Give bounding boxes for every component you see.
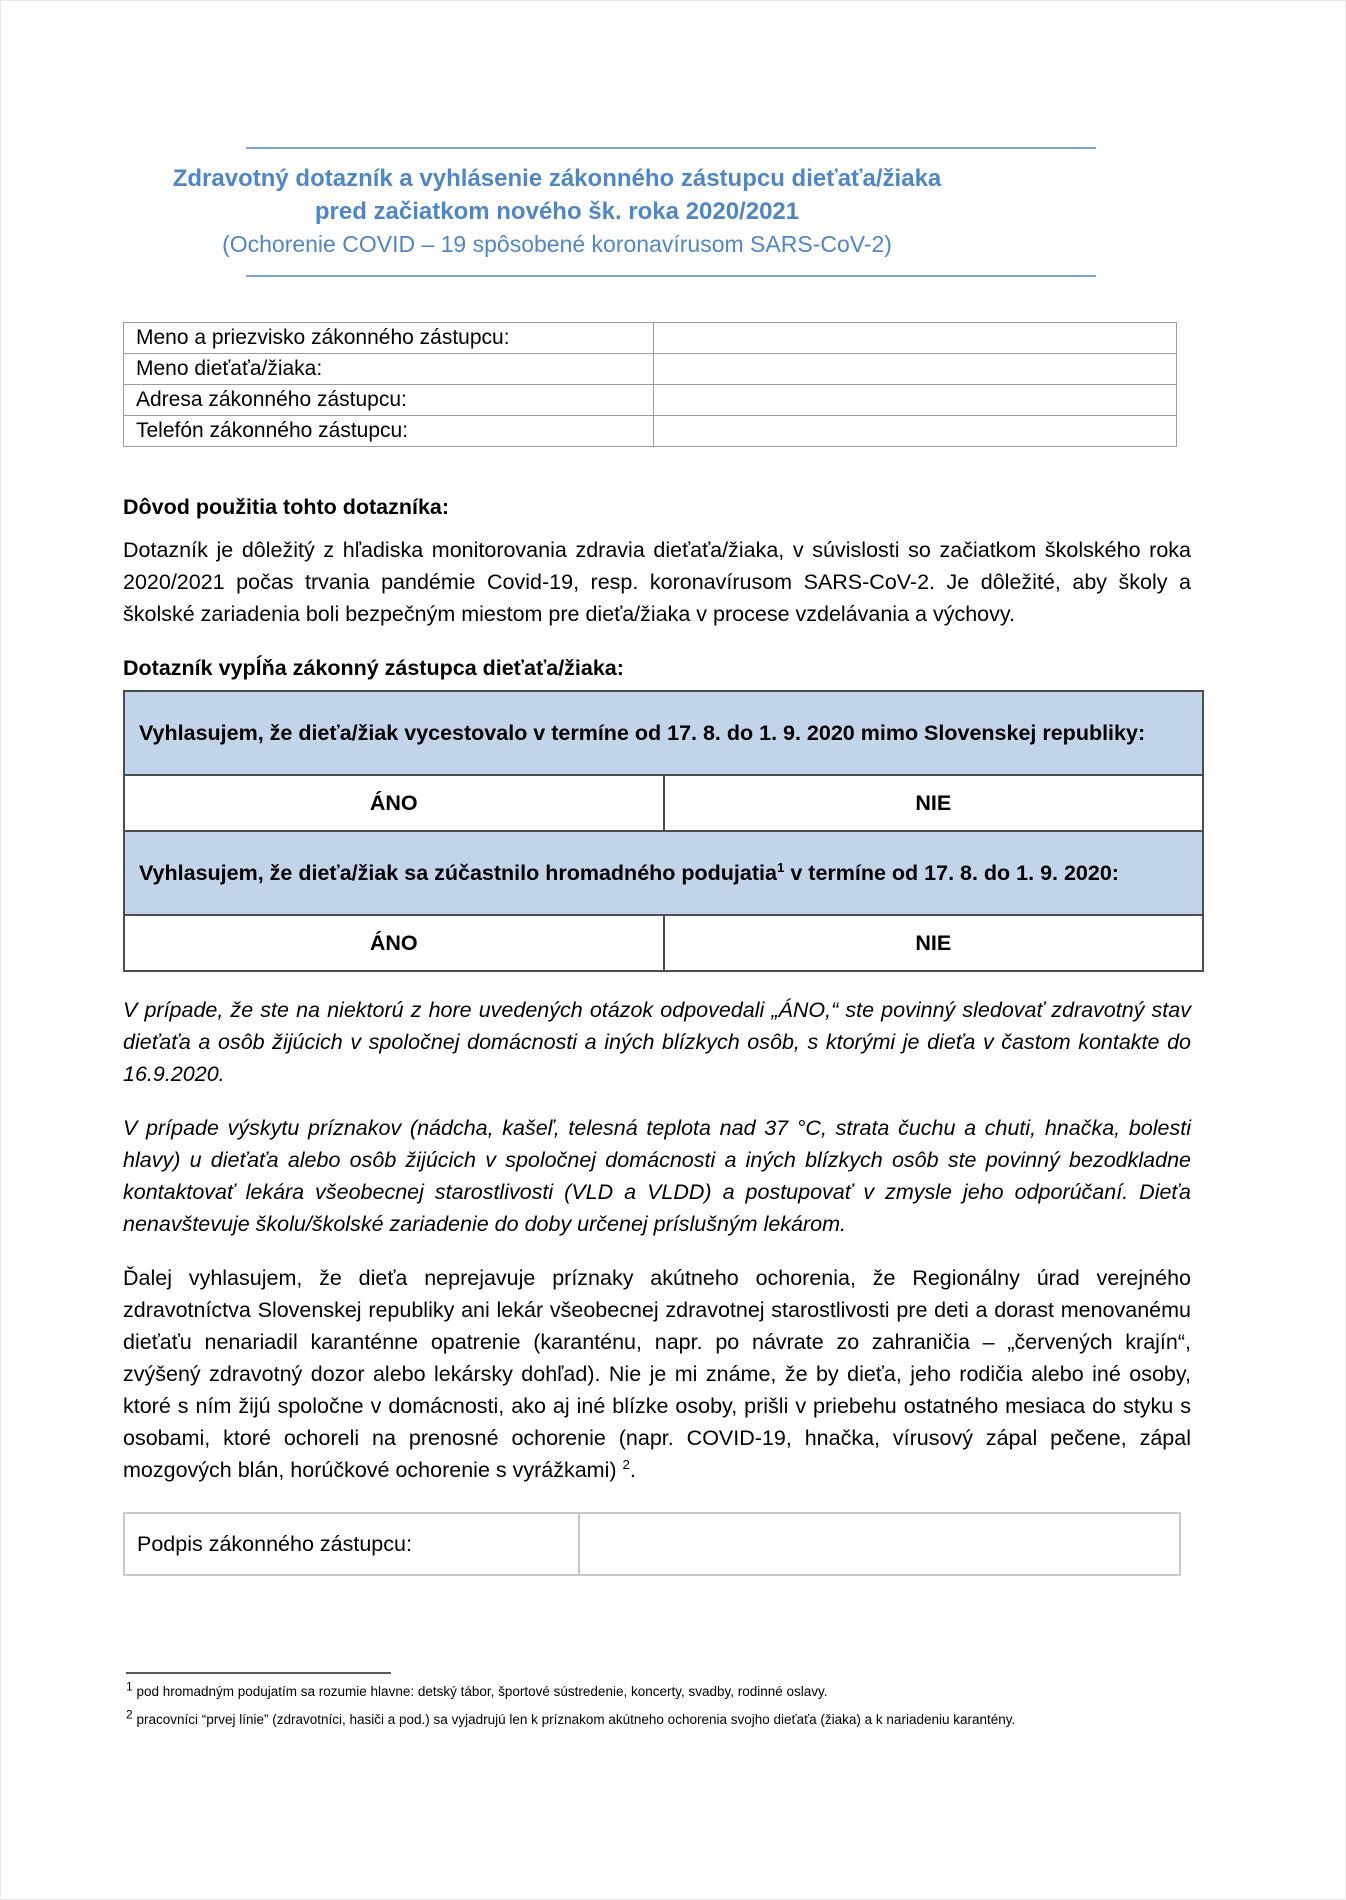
table-row xyxy=(124,323,1177,354)
table-row xyxy=(124,385,1177,416)
advisory-paragraph-2: V prípade výskytu príznakov (nádcha, kašeľ, telesná teplota nad 37 °C, strata čuchu a chuti, hnačka, bolesti hlavy) u dieťaťa alebo osôb žijúcich v spoločnej domácnosti a iných blízkych osôb ste povinný bezodkladne kontaktovať lekára všeobecnej starostlivosti (VLD a VLDD) a postupovať v zmysle jeho odporúčaní. Dieťa nenavštevuje školu/školské zariadenie do doby určenej príslušným lekárom. xyxy=(123,1116,1191,1236)
q2-answer-no[interactable]: NIE xyxy=(664,915,1204,971)
document-title-line1: Zdravotný dotazník a vyhlásenie zákonného zástupcu dieťaťa/žiaka xyxy=(172,165,942,192)
bottom-rule xyxy=(246,275,1096,277)
guardian-name-label: Meno a priezvisko zákonného zástupcu: xyxy=(124,323,654,354)
table-row xyxy=(124,915,1203,971)
guardian-phone-field[interactable] xyxy=(654,416,1177,447)
child-name-label: Meno dieťaťa/žiaka: xyxy=(124,354,654,385)
guardian-name-field[interactable] xyxy=(654,323,1177,354)
advisory-paragraph-1: V prípade, že ste na niektorú z hore uvedených otázok odpovedali „ÁNO,“ ste povinný sledovať zdravotný stav dieťaťa a osôb žijúcich v spoločnej domácnosti a iných blízkych osôb, s ktorými je dieťa v častom kontakte do 16.9.2020. xyxy=(123,998,1191,1086)
table-row xyxy=(124,1513,1180,1575)
final-declaration-text-end: . xyxy=(629,1458,636,1482)
q1-answer-yes[interactable]: ÁNO xyxy=(124,775,664,831)
footnote-2 xyxy=(126,1707,1204,1727)
footnote-2-text: pracovníci “prvej línie” (zdravotníci, hasiči a pod.) sa vyjadrujú len k príznakom akútneho ochorenia svojho dieťaťa (žiaka) a k nariadeniu karantény. xyxy=(132,1712,1016,1727)
table-row xyxy=(124,416,1177,447)
footnote-1-marker: 1 xyxy=(126,1679,133,1694)
child-name-field[interactable] xyxy=(654,354,1177,385)
footnote-block xyxy=(123,1672,1204,1727)
footnote-2-marker: 2 xyxy=(126,1707,133,1722)
reason-heading: Dôvod použitia tohto dotazníka: xyxy=(123,495,450,519)
document-subtitle: (Ochorenie COVID – 19 spôsobené koronavírusom SARS-CoV-2) xyxy=(222,231,892,257)
guardian-phone-label: Telefón zákonného zástupcu: xyxy=(124,416,654,447)
declaration-table xyxy=(123,690,1204,972)
final-declaration-paragraph xyxy=(123,1262,1191,1486)
footnote-separator xyxy=(126,1672,391,1674)
table-row xyxy=(124,691,1203,775)
table-row xyxy=(124,354,1177,385)
declaration-question-2 xyxy=(124,831,1203,915)
signature-table xyxy=(123,1512,1181,1576)
declaration-question-2-text: Vyhlasujem, že dieťa/žiak sa zúčastnilo hromadného podujatia xyxy=(139,860,777,885)
footnote-ref-1: 1 xyxy=(776,859,785,875)
guardian-address-field[interactable] xyxy=(654,385,1177,416)
guardian-address-label: Adresa zákonného zástupcu: xyxy=(124,385,654,416)
declaration-question-1 xyxy=(124,691,1203,775)
table-row xyxy=(124,775,1203,831)
footnote-1 xyxy=(126,1679,1204,1699)
title-block xyxy=(123,1,1204,277)
footnote-1-text: pod hromadným podujatím sa rozumie hlavne: detský tábor, športové sústredenie, koncerty, svadby, rodinné oslavy. xyxy=(132,1684,828,1699)
q1-answer-no[interactable]: NIE xyxy=(664,775,1204,831)
footnote-ref-2: 2 xyxy=(622,1456,630,1472)
declaration-question-1-text: Vyhlasujem, že dieťa/žiak vycestovalo v termíne od 17. 8. do 1. 9. 2020 mimo Slovenskej republiky: xyxy=(139,720,1146,745)
contact-info-table xyxy=(123,322,1177,447)
q2-answer-yes[interactable]: ÁNO xyxy=(124,915,664,971)
table-row xyxy=(124,831,1203,915)
document-title-line2: pred začiatkom nového šk. roka 2020/2021 xyxy=(314,198,800,225)
fill-heading: Dotazník vypĺňa zákonný zástupca dieťaťa/žiaka: xyxy=(123,656,624,680)
declaration-question-2-text-cont: v termíne od 17. 8. do 1. 9. 2020: xyxy=(784,860,1119,885)
final-declaration-text: Ďalej vyhlasujem, že dieťa neprejavuje príznaky akútneho ochorenia, že Regionálny úrad verejného zdravotníctva Slovenskej republiky ani lekár všeobecnej zdravotnej starostlivosti pre deti a dorast menovanému dieťaťu nenariadil karanténne opatrenie (karanténu, napr. po návrate zo zahraničia – „červených krajín“, zvýšený zdravotný dozor alebo lekársky dohľad). Nie je mi známe, že by dieťa, jeho rodičia alebo iné osoby, ktoré s ním žijú spoločne v domácnosti, ako aj iné blízke osoby, prišli v priebehu ostatného mesiaca do styku s osobami, ktoré ochoreli na prenosné ochorenie (napr. COVID-19, hnačka, vírusový zápal pečene, zápal mozgových blán, horúčkové ochorenie s vyrážkami) xyxy=(123,1266,1191,1482)
signature-label: Podpis zákonného zástupcu: xyxy=(124,1513,579,1575)
reason-paragraph: Dotazník je dôležitý z hľadiska monitorovania zdravia dieťaťa/žiaka, v súvislosti so začiatkom školského roka 2020/2021 počas trvania pandémie Covid-19, resp. koronavírusom SARS-CoV-2. Je dôležité, aby školy a školské zariadenia boli bezpečným miestom pre dieťa/žiaka v procese vzdelávania a výchovy. xyxy=(123,538,1191,626)
signature-field[interactable] xyxy=(579,1513,1180,1575)
